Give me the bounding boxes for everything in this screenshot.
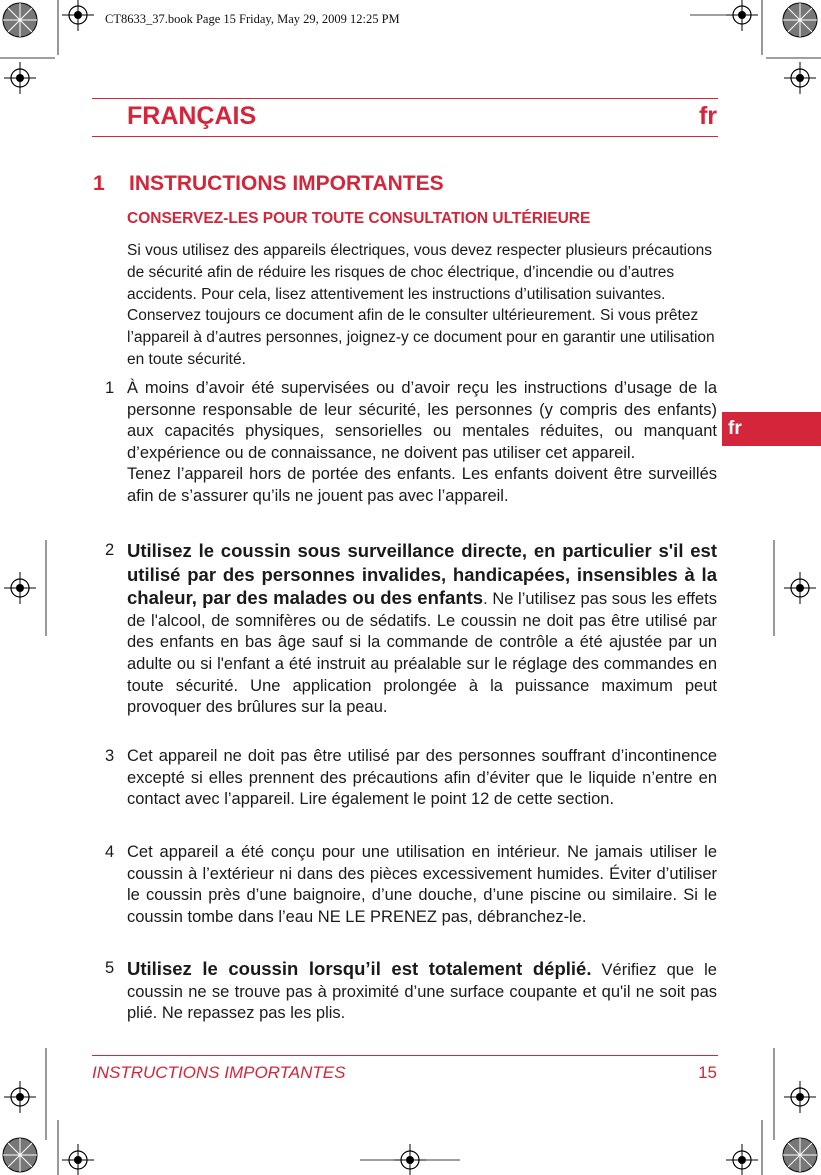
language-code: fr [698,102,717,130]
list-item [93,842,717,928]
list-item [93,746,717,811]
list-item [93,958,717,1025]
item-number: 5 [105,959,115,977]
section-title [93,172,444,196]
list-item [93,378,717,508]
item-text-2: Tenez l’appareil hors de portée des enfants. Les enfants doivent être surveillés afin de s’assurer qu’ils ne jouent pas avec l’appareil. [127,465,717,505]
page-number: 15 [698,1063,717,1082]
item-text: Vérifiez que le coussin ne se trouve pas à proximité d’une surface coupante et qu'il ne soit pas plié. Ne repassez pas les plis. [127,961,717,1023]
item-text: À moins d’avoir été supervisées ou d’avoir reçu les instructions d’usage de la personne responsable de leur sécurité, les personnes (y compris des enfants) aux capacités physiques, sensorielles ou mentales réduites, ou manquant d’expérience ou de connaissance, ne doivent pas utiliser cet appareil. [127,379,717,462]
section-subtitle: CONSERVEZ-LES POUR TOUTE CONSULTATION ULTÉRIEURE [127,210,591,227]
list-item [93,540,717,719]
item-text: Cet appareil a été conçu pour une utilisation en intérieur. Ne jamais utiliser le coussin à l’extérieur ni dans des pièces excessivement humides. Éviter d’utiliser le coussin près d’une baignoire, d’une douche, d’une piscine ou similaire. Si le coussin tombe dans l’eau NE LE PRENEZ pas, débranchez-le. [127,843,717,926]
footer-title: INSTRUCTIONS IMPORTANTES [92,1063,346,1082]
item-number: 2 [105,541,115,559]
language-side-tab: fr [722,412,821,446]
header-rule-top [92,98,718,99]
section-number: 1 [93,172,105,195]
footer-rule [92,1055,718,1056]
item-number: 3 [105,747,115,765]
item-bold-text: Utilisez le coussin lorsqu’il est totalement déplié. [127,958,592,979]
item-text: Cet appareil ne doit pas être utilisé par des personnes souffrant d’incontinence excepté si elles prennent des précautions afin d’éviter que le liquide n’entre en contact avec l’appareil. Lire également le point 12 de cette section. [127,747,717,809]
header-rule-bottom [92,136,718,137]
item-bold-text: Utilisez le coussin sous surveillance directe, en particulier s'il est utilisé par des personnes invalides, handicapées, insensibles à la chaleur, par des malades ou des enfants [127,540,717,609]
item-number: 4 [105,843,115,861]
intro-paragraph: Si vous utilisez des appareils électriques, vous devez respecter plusieurs précautions de sécurité afin de réduire les risques de choc électrique, d’incendie ou d’autres accidents. Pour cela, lisez attentivement les instructions d’utilisation suivantes. Conservez toujours ce document afin de le consulter ultérieurement. Si vous prêtez l’appareil à d’autres personnes, joignez-y ce document pour en garantir une utilisation en toute sécurité. [127,242,715,368]
language-title: FRANÇAIS [127,102,257,130]
print-header: CT8633_37.book Page 15 Friday, May 29, 2009 12:25 PM [105,12,400,26]
item-number: 1 [105,379,115,397]
item-text: . Ne l’utilisez pas sous les effets de l'alcool, de somnifères ou de sédatifs. Le coussin ne doit pas être utilisé par des enfants en bas âge sauf si la commande de contrôle a été ajustée par un adulte ou si l'enfant a été instruit au préalable sur le réglage des commandes en toute sécurité. Une application prolongée à la puissance maximum peut provoquer des brûlures sur la peau. [127,590,717,717]
section-title-text: INSTRUCTIONS IMPORTANTES [129,172,444,195]
